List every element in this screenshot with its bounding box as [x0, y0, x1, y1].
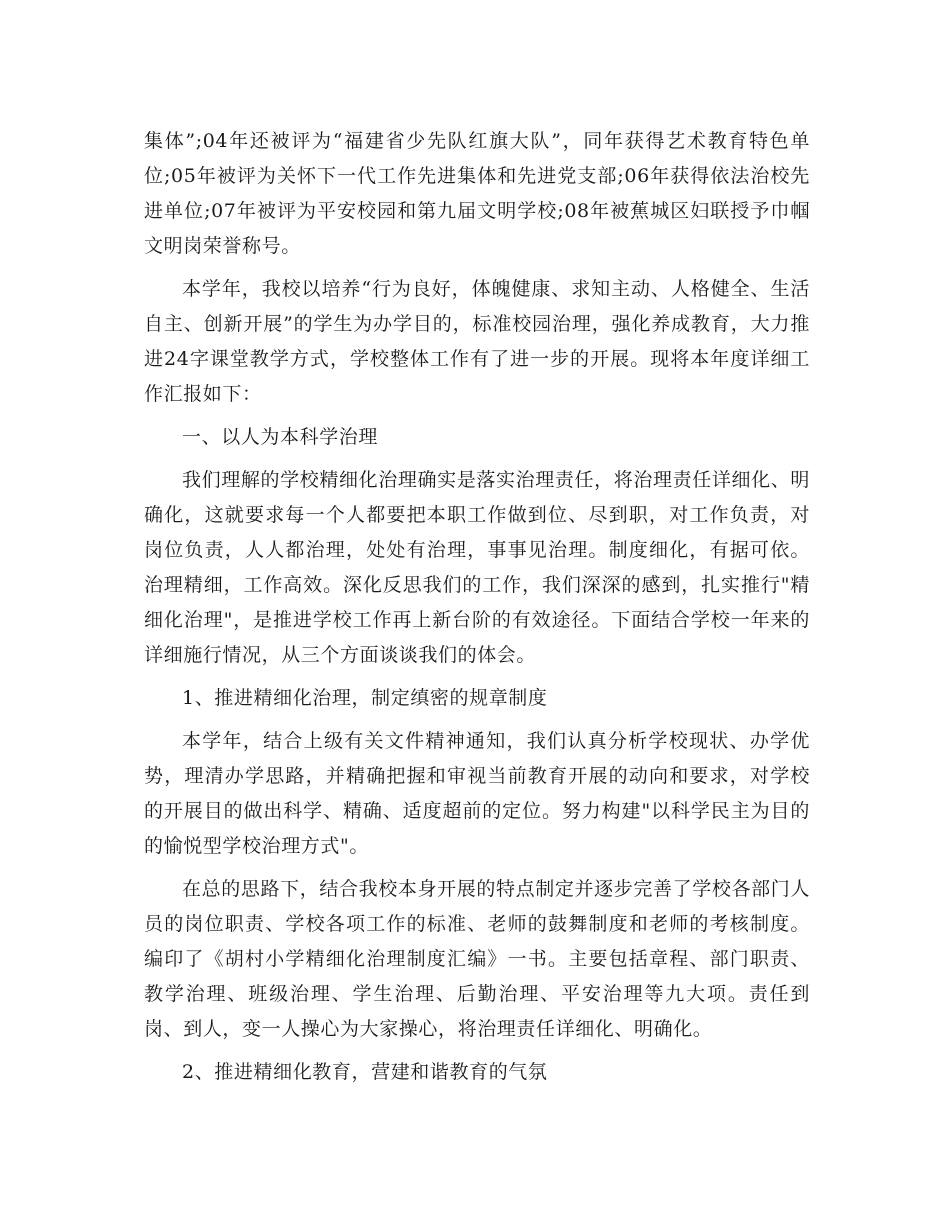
subsection-heading-1: 1、推进精细化治理，制定缜密的规章制度 [182, 687, 548, 709]
paragraph-management: 我们理解的学校精细化治理确实是落实治理责任，将治理责任详细化、明确化，这就要求每一个人都要把本职工作做到位、尽到职，对工作负责，对岗位负责，人人都治理，处处有治理，事事见治理。制度细化，有据可依。治理精细，工作高效。深化反思我们的工作，我们深深的感到，扎实推行"精细化治理"，是推进学校工作再上新台阶的有效途径。下面结合学校一年来的详细施行情况，从三个方面谈谈我们的体会。 [144, 469, 810, 666]
paragraph-honors: 集体”;04年还被评为“福建省少先队红旗大队”，同年获得艺术教育特色单位;05年被评为关怀下一代工作先进集体和先进党支部;06年获得依法治校先进单位;07年被评为平安校园和第九届文明学校;08年被蕉城区妇联授予巾帼文明岗荣誉称号。 [144, 130, 810, 257]
section-heading-1: 一、以人为本科学治理 [182, 426, 379, 448]
paragraph-regulations: 在总的思路下，结合我校本身开展的特点制定并逐步完善了学校各部门人员的岗位职责、学校各项工作的标准、老师的鼓舞制度和老师的考核制度。编印了《胡村小学精细化治理制度汇编》一书。主要包括章程、部门职责、教学治理、班级治理、学生治理、后勤治理、平安治理等九大项。责任到岗、到人，变一人操心为大家操心，将治理责任详细化、明确化。 [144, 878, 810, 1040]
paragraph-positioning: 本学年，结合上级有关文件精神通知，我们认真分析学校现状、办学优势，理清办学思路，并精确把握和审视当前教育开展的动向和要求，对学校的开展目的做出科学、精确、适度超前的定位。努力构建"以科学民主为目的的愉悦型学校治理方式"。 [144, 730, 810, 857]
document-body [144, 124, 810, 1098]
subsection-heading-2: 2、推进精细化教育，营建和谐教育的气氛 [182, 1061, 548, 1083]
paragraph-intro: 本学年，我校以培养“行为良好，体魄健康、求知主动、人格健全、生活自主、创新开展”的学生为办学目的，标准校园治理，强化养成教育，大力推进24字课堂教学方式，学校整体工作有了进一步的开展。现将本年度详细工作汇报如下： [144, 278, 810, 405]
